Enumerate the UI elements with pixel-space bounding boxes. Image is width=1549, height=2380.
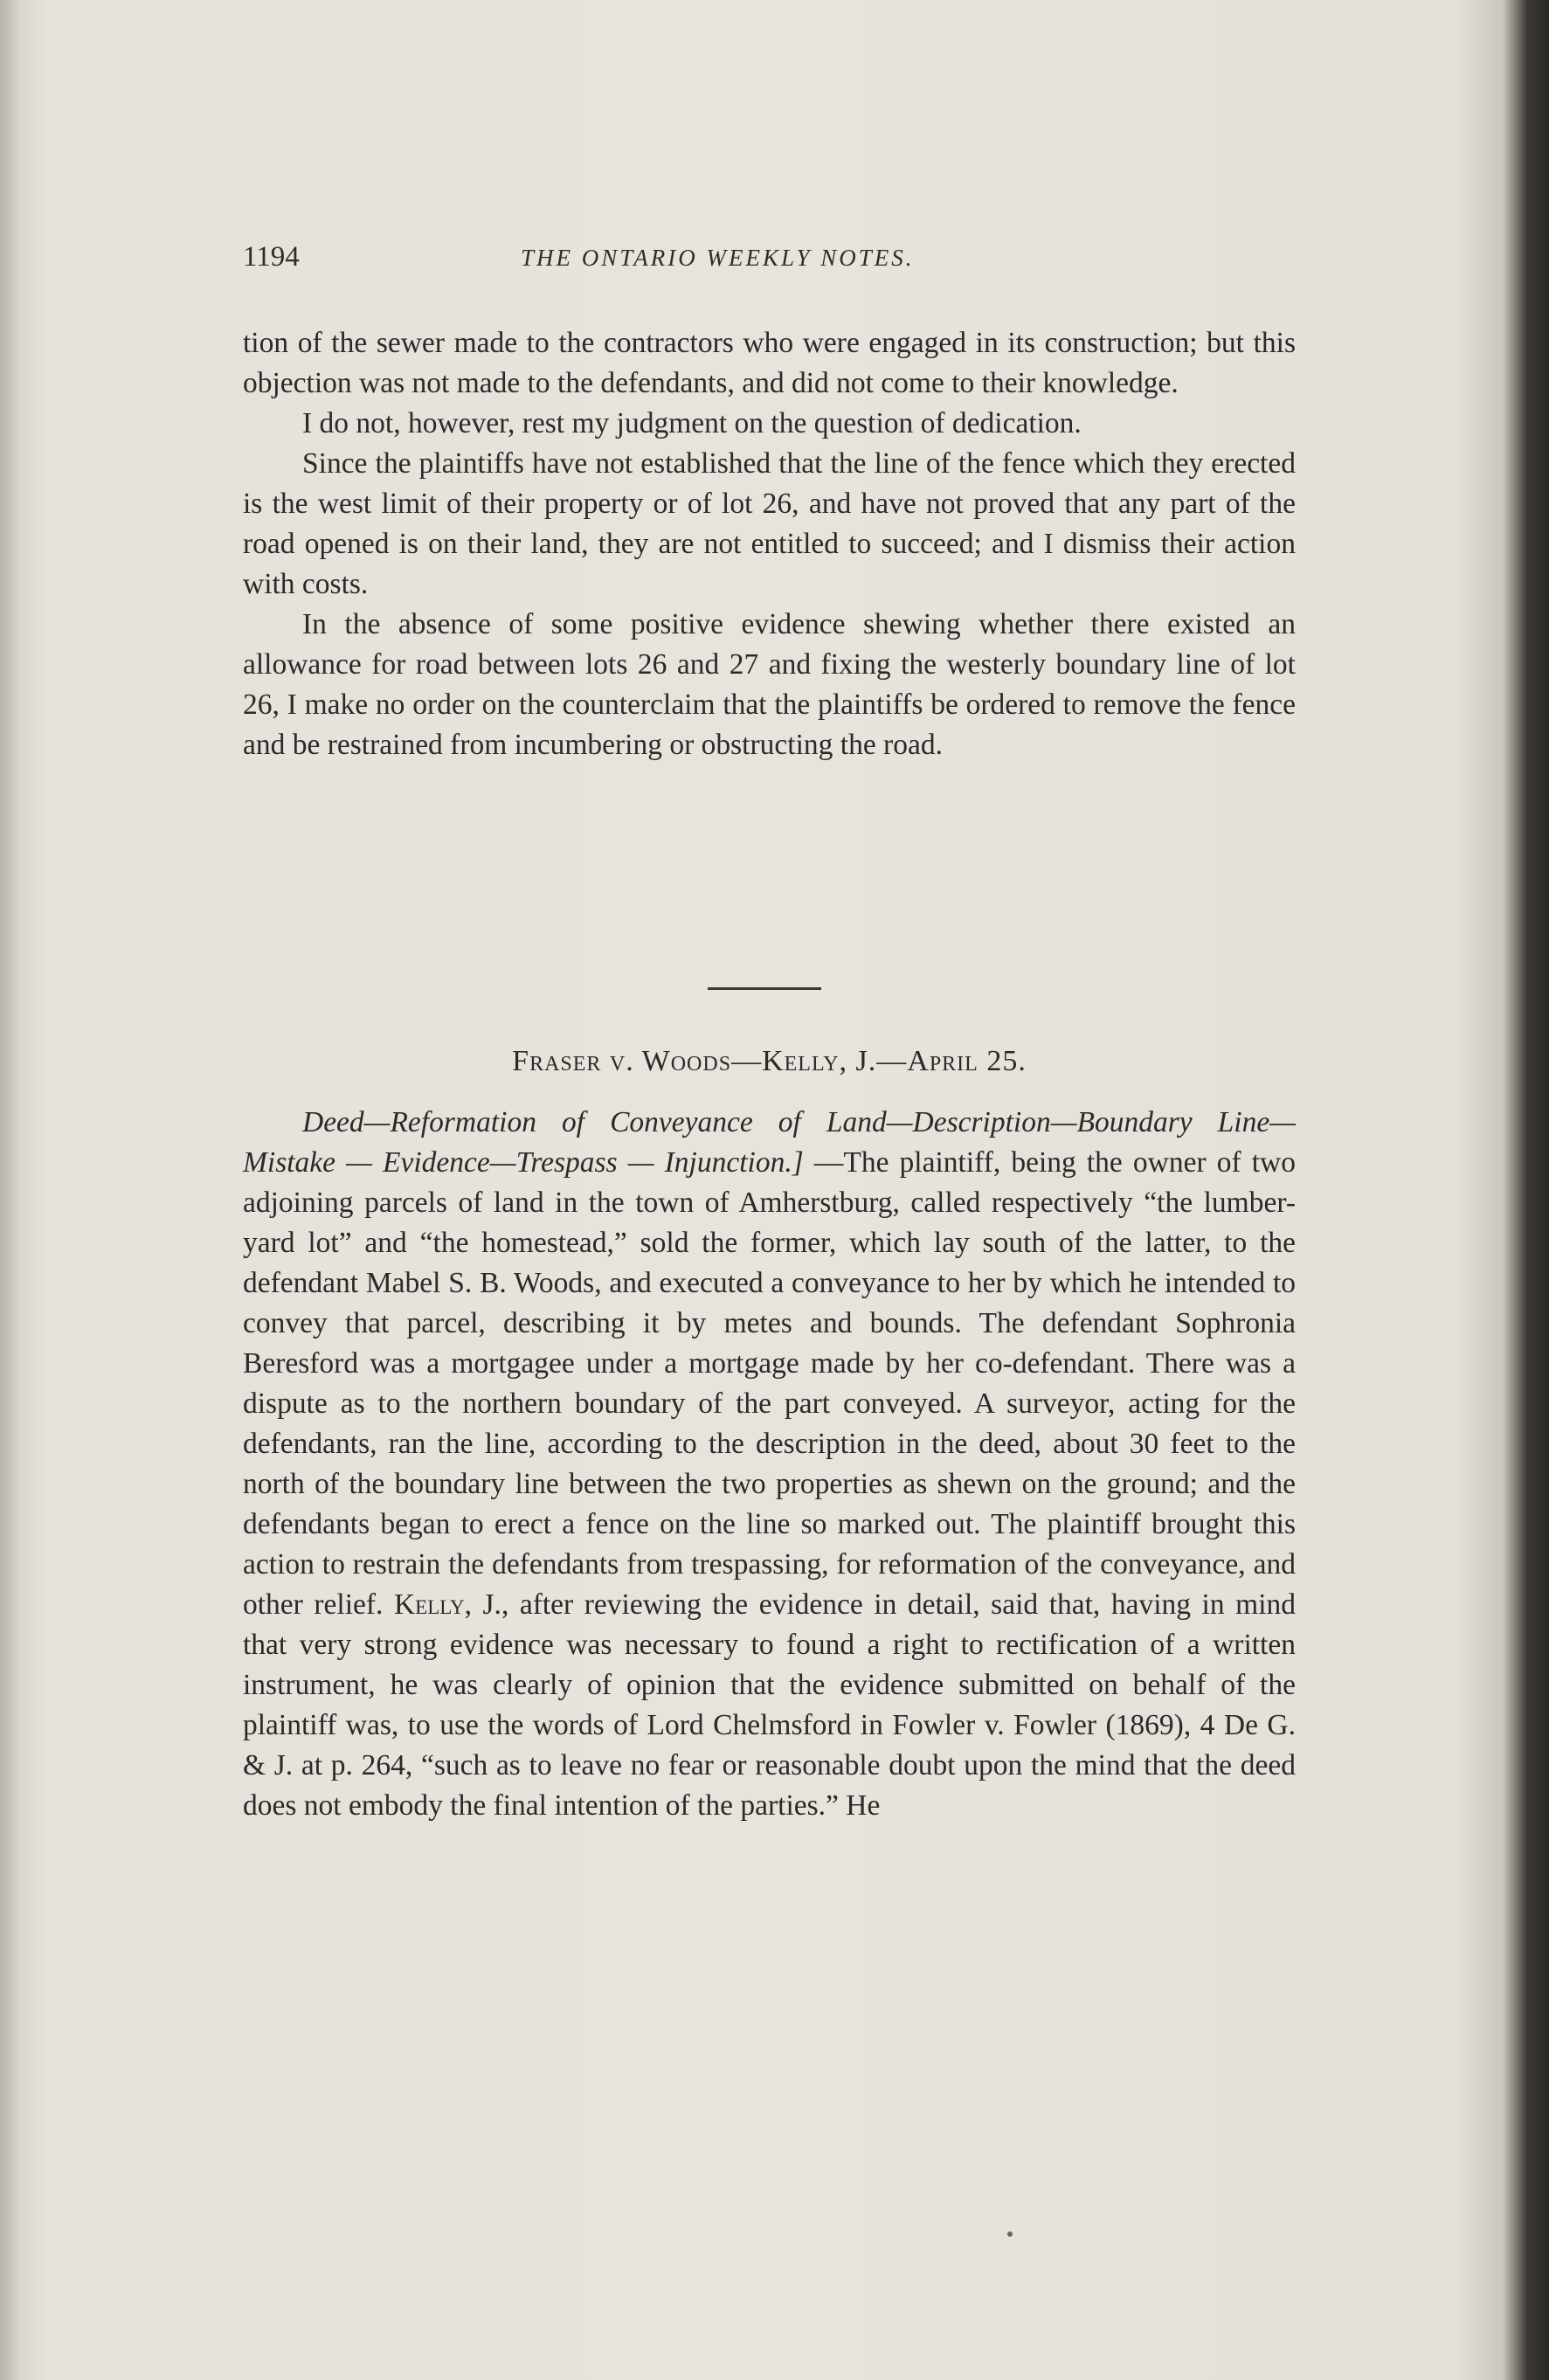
case-reasoning: , after reviewing the evidence in detail, said that, having in mind that very strong evidence was necessary to found a right to rectification of a written instrument, he was clearly of opinion that the evidence submitted on behalf of the plaintiff was, to use the words of Lord Chelmsford in Fowler v. Fowler (1869), 4 De G. & J. at p. 264, “such as to leave no fear or reasonable doubt upon the mind that the deed does not embody the final intention of the parties.” He: [243, 1588, 1297, 1822]
page-number: 1194: [243, 241, 300, 273]
paragraph-dismissal: Since the plaintiffs have not established that the line of the fence which they erected is the west limit of their property or of lot 26, and have not proved that any part of the road opened is on their land, they are not entitled to succeed; and I dismiss their action with costs.: [243, 447, 1296, 600]
section-divider: [708, 987, 821, 990]
paragraph-continued: tion of the sewer made to the contractors who were engaged in its construction; but this objection was not made to the defendants, and did not come to their knowledge.: [243, 327, 1296, 399]
case-title: Fraser v. Woods—Kelly, J.—April 25.: [512, 1045, 1027, 1077]
running-title: THE ONTARIO WEEKLY NOTES.: [521, 245, 915, 271]
paper-speck: [1007, 2231, 1013, 2237]
case-summary: [243, 1103, 1296, 1826]
page-header: [243, 241, 1291, 285]
page-edge-shadow: [0, 0, 19, 2380]
judgment-conclusion: [243, 323, 1296, 765]
judge-name: Kelly, J.: [393, 1588, 501, 1621]
case-facts: —The plaintiff, being the owner of two adjoining parcels of land in the town of Amherstburg, called respectively “the lumber-yard lot” and “the homestead,” sold the former, which lay south of the latter, to the defendant Mabel S. B. Woods, and executed a conveyance to her by which he intended to convey that parcel, describing it by metes and bounds. The defendant Sophronia Beresford was a mortgagee under a mortgage made by her co-defendant. There was a dispute as to the northern boundary of the part conveyed. A surveyor, acting for the defendants, ran the line, according to the description in the deed, about 30 feet to the north of the boundary line between the two properties as shewn on the ground; and the defendants began to erect a fence on the line so marked out. The plaintiff brought this action to restrain the defendants from trespassing, for reformation of the conveyance, and other relief.: [243, 1146, 1296, 1621]
case-paragraph: [243, 1103, 1296, 1826]
paragraph-dedication: I do not, however, rest my judgment on the question of dedication.: [302, 407, 1082, 439]
paragraph-counterclaim: In the absence of some positive evidence shewing whether there existed an allowance for road between lots 26 and 27 and fixing the westerly boundary line of lot 26, I make no order on the counterclaim that the plaintiffs be ordered to remove the fence and be restrained from incumbering or obstructing the road.: [243, 608, 1296, 761]
catchwords: Deed—Reformation of Conveyance of Land—Description—Boundary Line—Mistake — Evidence—Trespass — Injunction.]: [243, 1106, 1296, 1179]
